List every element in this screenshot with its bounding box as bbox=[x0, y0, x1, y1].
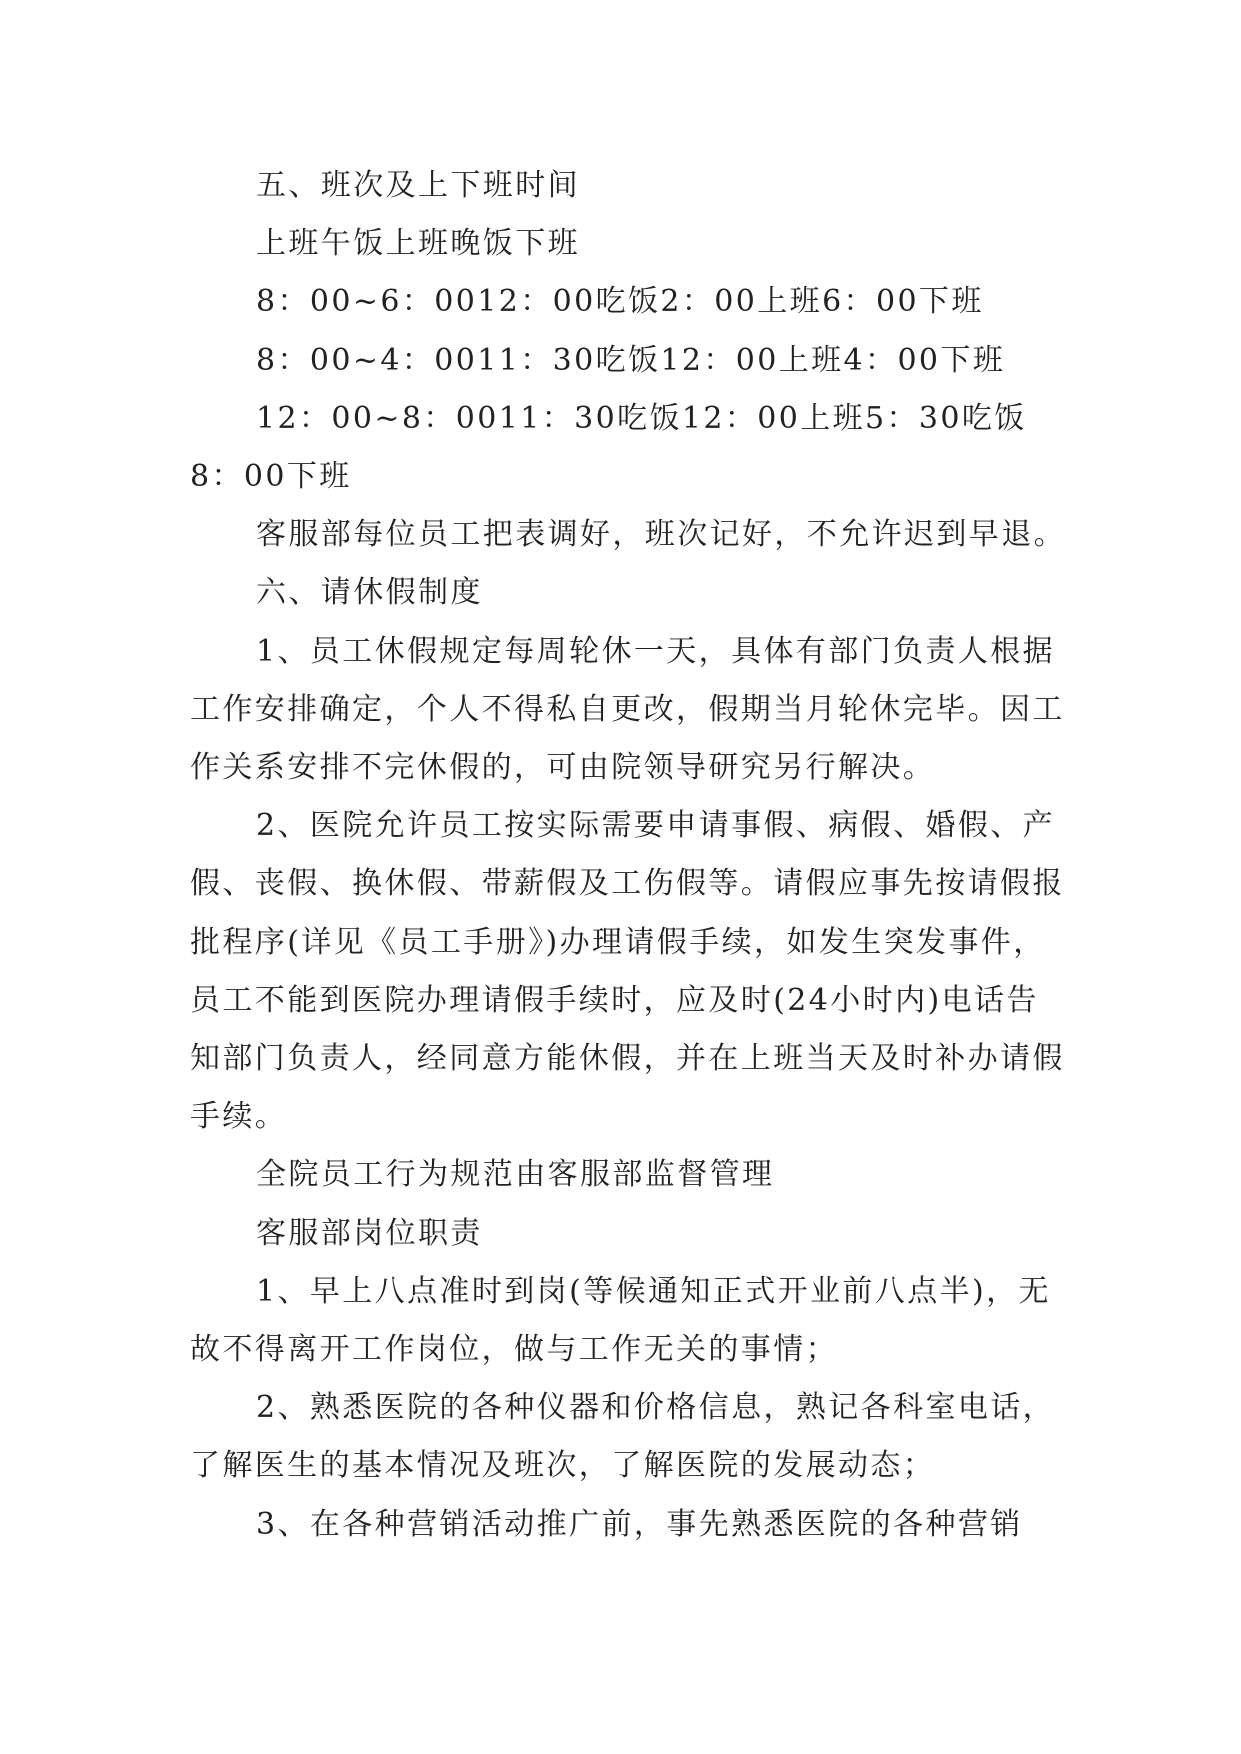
schedule-line-3: 12：00~8：0011：30吃饭12：00上班5：30吃饭8：00下班 bbox=[190, 400, 1027, 495]
punctuality-note: 客服部每位员工把表调好，班次记好，不允许迟到早退。 bbox=[256, 517, 1066, 553]
conduct-supervision-note: 全院员工行为规范由客服部监督管理 bbox=[256, 1157, 775, 1193]
leave-rule-2: 2、医院允许员工按实际需要申请事假、病假、婚假、产假、丧假、换休假、带薪假及工伤假等。请假应事先按请假报批程序(详见《员工手册》)办理请假手续，如发生突发事件，员工不能到医院办理请假手续时，应及时(24小时内)电话告知部门负责人，经同意方能休假，并在上班当天及时补办请假手续。 bbox=[190, 808, 1065, 1135]
document-body bbox=[190, 157, 1070, 1554]
duty-item-3: 3、在各种营销活动推广前，事先熟悉医院的各种营销 bbox=[256, 1506, 1023, 1542]
schedule-line-1: 8：00~6：0012：00吃饭2：00上班6：00下班 bbox=[256, 284, 984, 320]
section-heading-duties: 客服部岗位职责 bbox=[256, 1215, 483, 1251]
schedule-header-line: 上班午饭上班晚饭下班 bbox=[256, 226, 580, 262]
section-heading-leave: 六、请休假制度 bbox=[256, 575, 483, 611]
duty-item-2: 2、熟悉医院的各种仪器和价格信息，熟记各科室电话，了解医生的基本情况及班次，了解医院的发展动态； bbox=[190, 1390, 1056, 1484]
leave-rule-1: 1、员工休假规定每周轮休一天，具体有部门负责人根据工作安排确定，个人不得私自更改，假期当月轮休完毕。因工作关系安排不完休假的，可由院领导研究另行解决。 bbox=[190, 633, 1065, 786]
schedule-line-2: 8：00~4：0011：30吃饭12：00上班4：00下班 bbox=[256, 342, 1006, 378]
section-heading-shifts: 五、班次及上下班时间 bbox=[256, 168, 580, 203]
duty-item-1: 1、早上八点准时到岗(等候通知正式开业前八点半)，无故不得离开工作岗位，做与工作无关的事情； bbox=[190, 1273, 1051, 1368]
